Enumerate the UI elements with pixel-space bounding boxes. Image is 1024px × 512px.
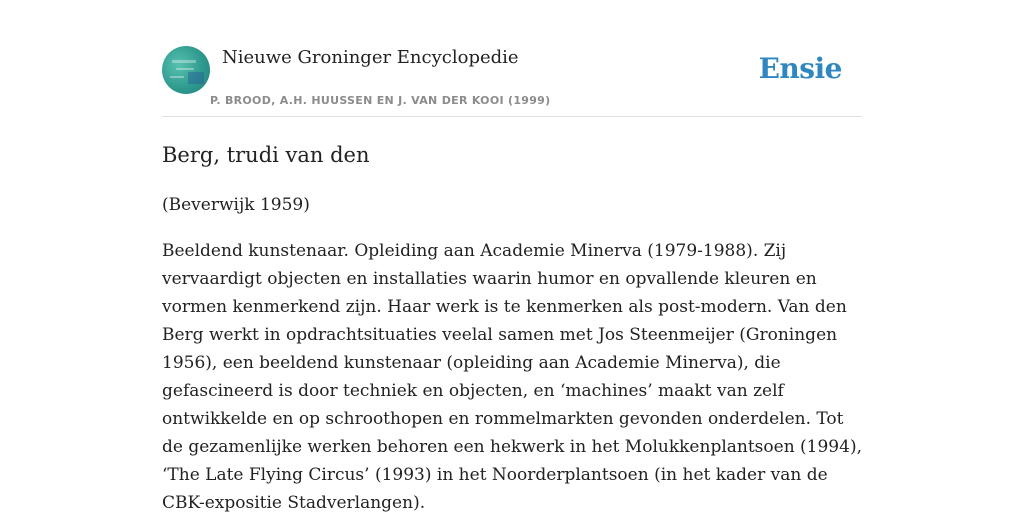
book-cover-icon[interactable] — [162, 46, 210, 94]
article-content — [162, 140, 862, 512]
ensie-logo-link[interactable]: Ensie — [758, 52, 842, 85]
article-body: Beeldend kunstenaar. Opleiding aan Academie Minerva (1979-1988). Zij vervaardigt objecten en installaties waarin humor en opvallende kleuren en vormen kenmerkend zijn. Haar werk is te kenmerken als post-modern. Van den Berg werkt in opdrachtsituaties veelal samen met Jos Steenmeijer (Groningen 1956), een beeldend kunstenaar (opleiding aan Academie Minerva), die gefascineerd is door techniek en objecten, en ‘machines’ maakt van zelf ontwikkelde en op schroothopen en rommelmarkten gevonden onderdelen. Tot de gezamenlijke werken behoren een hekwerk in het Molukkenplantsoen (1994), ‘The Late Flying Circus’ (1993) in het Noorderplantsoen (in het kader van de CBK-expositie Stadverlangen). — [162, 241, 862, 512]
article-subtitle: (Beverwijk 1959) — [162, 195, 310, 215]
page-header — [162, 46, 862, 117]
book-authors: P. BROOD, A.H. HUUSSEN EN J. VAN DER KOOI (1999) — [210, 94, 551, 107]
book-title-link[interactable]: Nieuwe Groninger Encyclopedie — [222, 47, 519, 68]
article-title: Berg, trudi van den — [162, 143, 370, 167]
